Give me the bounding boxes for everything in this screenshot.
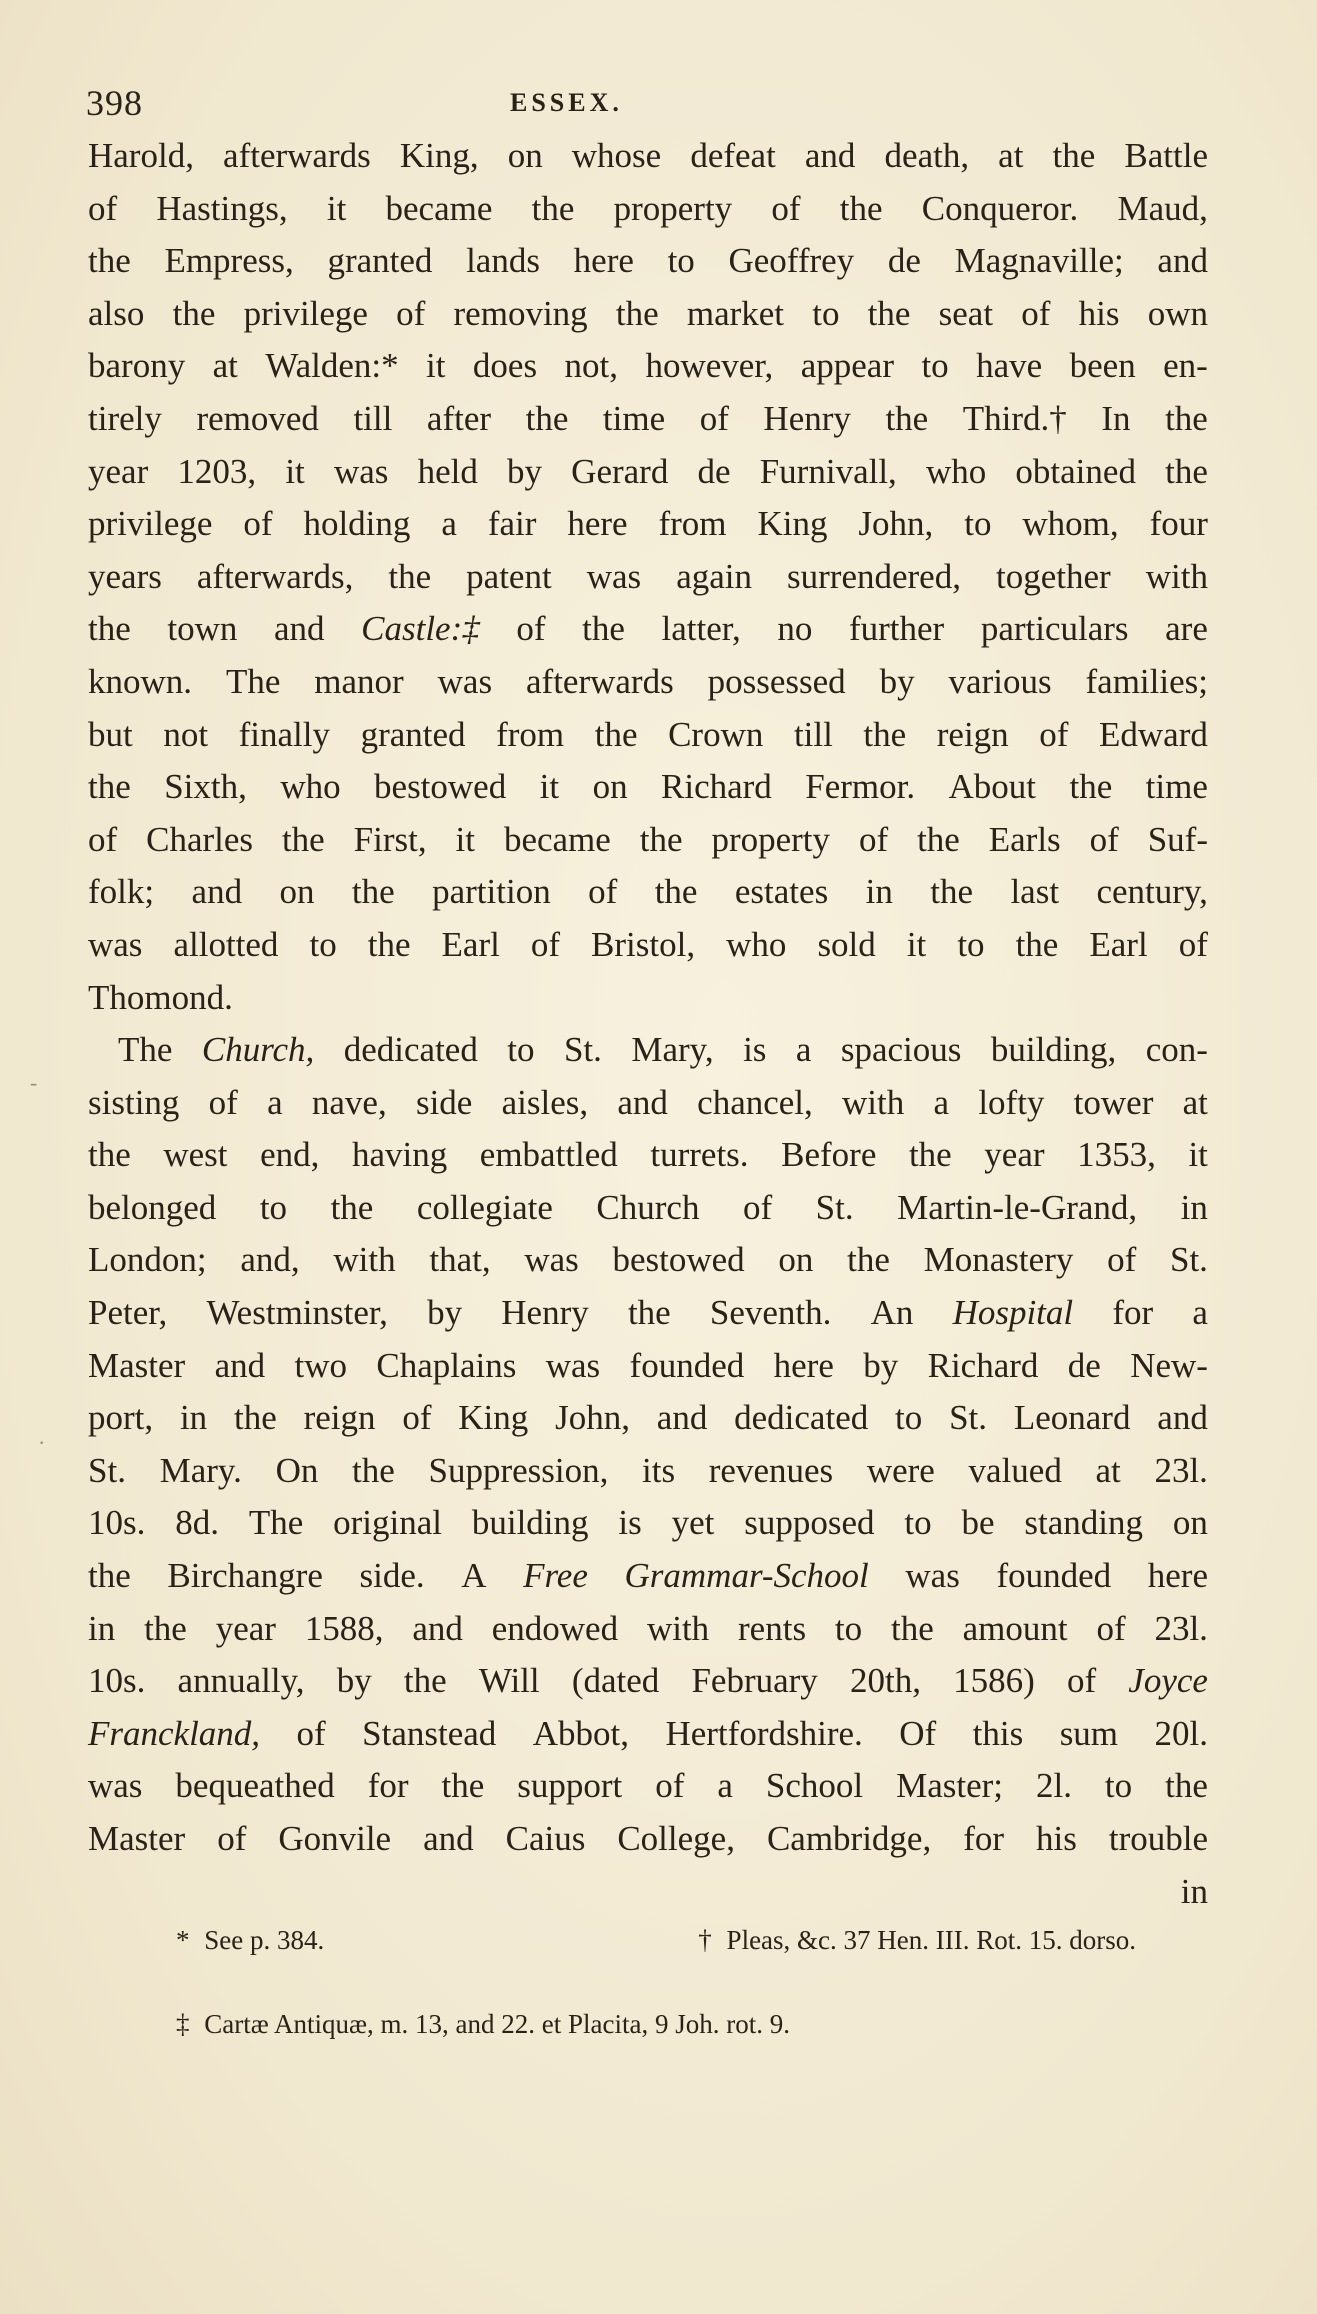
text-line: belonged to the collegiate Church of St. Martin-le-Grand, in xyxy=(88,1187,1208,1227)
running-head: ESSEX. xyxy=(510,88,623,117)
text-line: The Church, dedicated to St. Mary, is a spacious building, con- xyxy=(118,1030,1208,1070)
text-line: privilege of holding a fair here from King John, to whom, four xyxy=(88,504,1208,544)
text-line: barony at Walden:* it does not, however, appear to have been en- xyxy=(88,346,1208,386)
text-line: the Empress, granted lands here to Geoffrey de Magnaville; and xyxy=(88,241,1208,281)
margin-mark: - xyxy=(30,1070,38,1095)
text-line: was allotted to the Earl of Bristol, who sold it to the Earl of xyxy=(88,924,1208,964)
text-line: the west end, having embattled turrets. Before the year 1353, it xyxy=(88,1135,1208,1175)
text-line: St. Mary. On the Suppression, its revenues were valued at 23l. xyxy=(88,1450,1208,1490)
text-line: was bequeathed for the support of a School Master; 2l. to the xyxy=(88,1766,1208,1806)
text-line: Master and two Chaplains was founded here by Richard de New- xyxy=(88,1345,1208,1385)
text-line: sisting of a nave, side aisles, and chancel, with a lofty tower at xyxy=(88,1082,1208,1122)
text-line: tirely removed till after the time of Henry the Third.† In the xyxy=(88,398,1208,438)
footnote-row xyxy=(176,1920,1136,1960)
catchword: in xyxy=(1180,1871,1208,1911)
text-line: London; and, with that, was bestowed on the Monastery of St. xyxy=(88,1240,1208,1280)
text-line: 10s. annually, by the Will (dated February 20th, 1586) of Joyce xyxy=(88,1661,1208,1701)
text-line: Thomond. xyxy=(88,977,233,1017)
text-line: but not finally granted from the Crown till the reign of Edward xyxy=(88,714,1208,754)
text-line: Franckland, of Stanstead Abbot, Hertfordshire. Of this sum 20l. xyxy=(88,1713,1208,1753)
footnote-3 xyxy=(176,2004,1116,2044)
text-line: year 1203, it was held by Gerard de Furnivall, who obtained the xyxy=(88,451,1208,491)
text-line: folk; and on the partition of the estates in the last century, xyxy=(88,872,1208,912)
text-line: years afterwards, the patent was again surrendered, together with xyxy=(88,556,1208,596)
body-text xyxy=(88,130,1208,1918)
footnote-2-mark: † xyxy=(698,1925,712,1955)
page-number: 398 xyxy=(86,83,143,123)
footnote-1-mark: * xyxy=(176,1925,190,1955)
text-line: the town and Castle:‡ of the latter, no further particulars are xyxy=(88,609,1208,649)
text-line: the Birchangre side. A Free Grammar-School was founded here xyxy=(88,1556,1208,1596)
text-line: also the privilege of removing the market to the seat of his own xyxy=(88,293,1208,333)
text-line: 10s. 8d. The original building is yet supposed to be standing on xyxy=(88,1503,1208,1543)
text-line: port, in the reign of King John, and dedicated to St. Leonard and xyxy=(88,1398,1208,1438)
footnote-3-mark: ‡ xyxy=(176,2009,190,2039)
footnote-2 xyxy=(698,1920,1136,1960)
text-line: Peter, Westminster, by Henry the Seventh. An Hospital for a xyxy=(88,1293,1208,1333)
text-line: Master of Gonvile and Caius College, Cambridge, for his trouble xyxy=(88,1819,1208,1858)
text-line: known. The manor was afterwards possessed by various families; xyxy=(88,661,1208,701)
text-line: Harold, afterwards King, on whose defeat and death, at the Battle xyxy=(88,136,1208,175)
footnote-3-text: Cartæ Antiquæ, m. 13, and 22. et Placita, 9 Joh. rot. 9. xyxy=(204,2009,790,2039)
margin-mark: · xyxy=(38,1430,46,1455)
text-line: the Sixth, who bestowed it on Richard Fermor. About the time xyxy=(88,767,1208,807)
text-line: of Charles the First, it became the property of the Earls of Suf- xyxy=(88,819,1208,859)
footnote-1-text: See p. 384. xyxy=(204,1925,325,1955)
footnote-2-text: Pleas, &c. 37 Hen. III. Rot. 15. dorso. xyxy=(726,1925,1136,1955)
footnote-1 xyxy=(176,1920,324,1960)
text-line: of Hastings, it became the property of the Conqueror. Maud, xyxy=(88,188,1208,228)
text-line: in the year 1588, and endowed with rents to the amount of 23l. xyxy=(88,1608,1208,1648)
